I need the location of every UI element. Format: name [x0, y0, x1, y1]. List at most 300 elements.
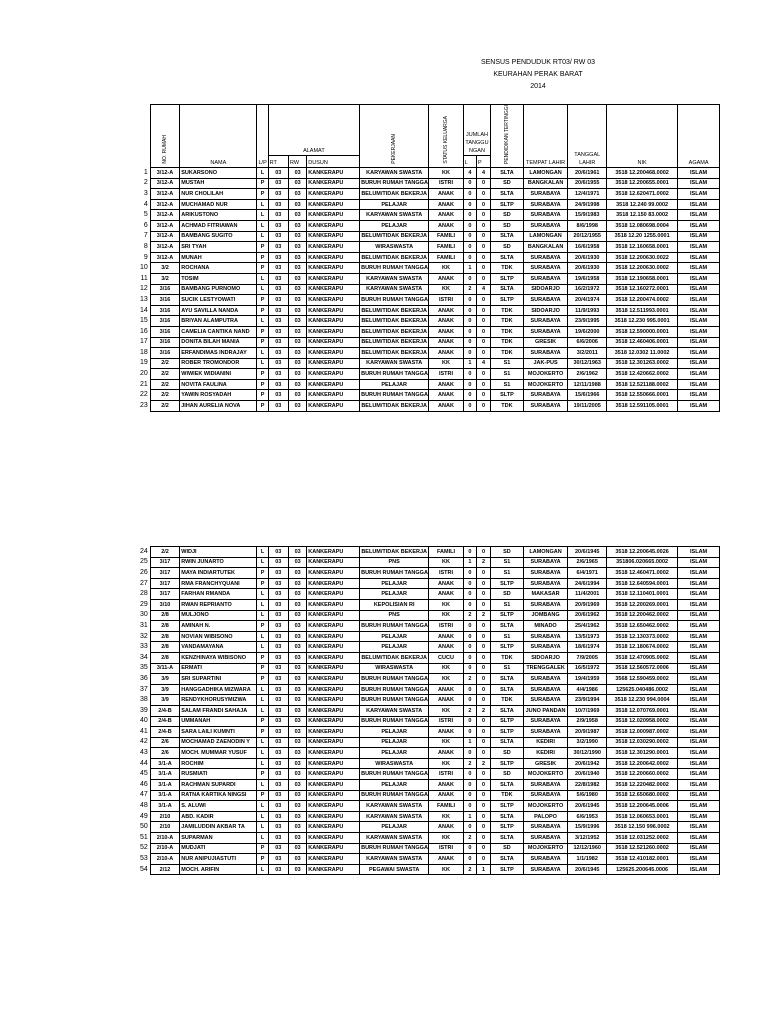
col-nik: NIK [607, 105, 678, 168]
table-cell: ANAK [429, 348, 464, 359]
table-cell: 03 [288, 780, 306, 791]
table-cell: 03 [288, 168, 306, 179]
table-cell: KK [429, 610, 464, 621]
table-cell: 03 [268, 822, 288, 833]
table-cell: 20/4/1974 [568, 295, 607, 306]
table-cell: BELUM/TIDAK BEKERJA [360, 337, 429, 348]
table-cell: 34 [139, 653, 148, 661]
table-cell: ISLAM [678, 316, 720, 327]
table-row [132, 737, 720, 748]
table-cell: BURUH RUMAH TANGGA [360, 684, 429, 695]
table-cell: KARYAWAN SWASTA [360, 705, 429, 716]
table-cell: MUNAH [180, 252, 257, 263]
table-cell: 03 [288, 854, 306, 865]
table-cell: BAMBANG SUGITO [180, 231, 257, 242]
table-cell: ANAK [429, 578, 464, 589]
table-cell: L [257, 273, 268, 284]
table-header [132, 105, 720, 168]
table-cell: SURABAYA [523, 790, 568, 801]
table-cell: 3518 12.460471.0002 [607, 568, 678, 579]
table-cell: 03 [288, 252, 306, 263]
table-cell: 0 [476, 305, 490, 316]
table-cell: 03 [288, 401, 306, 412]
table-row [132, 674, 720, 685]
table-row [132, 780, 720, 791]
table-cell: 3518 12.420662.0002 [607, 369, 678, 380]
table-cell: 15/6/1966 [568, 390, 607, 401]
table-cell: ANAK [429, 379, 464, 390]
table-cell: 0 [463, 769, 476, 780]
table-cell: KANKERAPU [307, 348, 360, 359]
table-cell: 20/6/1945 [568, 547, 607, 558]
table-cell: MUCHAMAD NUR [180, 199, 257, 210]
table-cell: 0 [476, 316, 490, 327]
table-cell: ISLAM [678, 358, 720, 369]
table-cell: 03 [268, 547, 288, 558]
table-cell: 20/6/1940 [568, 769, 607, 780]
table-cell: 2 [143, 179, 148, 187]
table-cell: 2/10-A [150, 833, 179, 844]
table-cell: 1 [463, 358, 476, 369]
table-cell: 3518 12.070769.0001 [607, 705, 678, 716]
table-cell: TDK [491, 316, 524, 327]
col-nama: NAMA [180, 105, 257, 168]
table-cell: 3518 12.200468.0002 [607, 168, 678, 179]
table-row [132, 610, 720, 621]
table-cell: ISLAM [678, 684, 720, 695]
table-cell: 0 [476, 189, 490, 200]
table-cell: KANKERAPU [307, 769, 360, 780]
table-cell: SD [491, 748, 524, 759]
table-cell: KANKERAPU [307, 568, 360, 579]
table-cell: 0 [463, 210, 476, 221]
table-row [132, 854, 720, 865]
table-cell: KK [429, 737, 464, 748]
table-cell: 0 [463, 695, 476, 706]
table-cell: 0 [463, 189, 476, 200]
table-cell: SLTP [491, 610, 524, 621]
table-cell: 0 [463, 252, 476, 263]
table-cell: 50 [139, 823, 148, 831]
table-cell: 03 [268, 305, 288, 316]
table-cell: 0 [463, 652, 476, 663]
table-cell: 0 [476, 599, 490, 610]
table-cell: BELUM/TIDAK BEKERJA [360, 189, 429, 200]
table-cell: ISLAM [678, 401, 720, 412]
table-cell: 03 [268, 273, 288, 284]
table-cell: SURABAYA [523, 252, 568, 263]
col-pendidikan: PENDIDIKAN TERTINGGI [491, 105, 524, 168]
table-cell: 23/9/1994 [568, 695, 607, 706]
table-cell: 22 [139, 391, 148, 399]
table-cell: NUR CHOLILAH [180, 189, 257, 200]
table-cell: BURUH RUMAH TANGGA [360, 369, 429, 380]
table-cell: 40 [139, 717, 148, 725]
table-cell: SLTP [491, 199, 524, 210]
table-cell: KARYAWAN SWASTA [360, 854, 429, 865]
table-cell: 52 [139, 844, 148, 852]
table-cell: PELAJAR [360, 199, 429, 210]
table-cell: 2/2 [150, 401, 179, 412]
table-cell: 0 [476, 379, 490, 390]
table-cell: SUPARMAN [180, 833, 257, 844]
table-cell: 0 [463, 684, 476, 695]
table-cell: 0 [463, 748, 476, 759]
table-cell: 2/4-B [150, 716, 179, 727]
table-row [132, 348, 720, 359]
table-cell: 03 [288, 568, 306, 579]
table-cell: 44 [139, 759, 148, 767]
table-cell: SURABAYA [523, 822, 568, 833]
table-cell: S1 [491, 379, 524, 390]
table-cell: SLTP [491, 801, 524, 812]
table-cell: 0 [476, 295, 490, 306]
table-cell: 3518 12.470905.0002 [607, 652, 678, 663]
table-cell: 03 [288, 716, 306, 727]
table-cell: KANKERAPU [307, 621, 360, 632]
table-cell: 7/9/2005 [568, 652, 607, 663]
table-cell: L [257, 684, 268, 695]
table-cell: 2/9/1958 [568, 716, 607, 727]
table-cell: 2 [476, 758, 490, 769]
table-cell: TDK [491, 652, 524, 663]
table-cell: MOJOKERTO [523, 379, 568, 390]
table-cell: L [257, 284, 268, 295]
col-tempat: TEMPAT LAHIR [523, 105, 568, 168]
table-cell: ISTRI [429, 843, 464, 854]
table-cell: 0 [476, 568, 490, 579]
table-cell: 0 [476, 390, 490, 401]
table-row [132, 401, 720, 412]
table-cell: 03 [268, 854, 288, 865]
table-cell: 0 [476, 178, 490, 189]
table-cell: 3/12-A [150, 220, 179, 231]
table-cell: PELAJAR [360, 748, 429, 759]
table-cell: 0 [463, 178, 476, 189]
table-cell: SRI SUPARTINI [180, 674, 257, 685]
table-cell: MUSTAH [180, 178, 257, 189]
table-cell: 03 [288, 621, 306, 632]
table-cell: SURABAYA [523, 833, 568, 844]
table-cell: SURABAYA [523, 864, 568, 875]
table-cell: 03 [268, 568, 288, 579]
table-cell: FAMILI [429, 231, 464, 242]
table-cell: 0 [476, 252, 490, 263]
table-cell: P [257, 390, 268, 401]
table-cell: TDK [491, 348, 524, 359]
table-cell: KARYAWAN SWASTA [360, 833, 429, 844]
table-cell: ISLAM [678, 833, 720, 844]
table-cell: 3/17 [150, 568, 179, 579]
table-cell: 5/6/1980 [568, 790, 607, 801]
table-cell: 24/6/1994 [568, 578, 607, 589]
table-cell: 30/12/1990 [568, 748, 607, 759]
table-cell: ANAK [429, 210, 464, 221]
table-cell: SLTA [491, 780, 524, 791]
table-cell: SURABAYA [523, 348, 568, 359]
table-cell: 2/8 [150, 610, 179, 621]
table-cell: 0 [463, 220, 476, 231]
table-cell: 0 [463, 547, 476, 558]
table-row [132, 716, 720, 727]
table-cell: GRESIK [523, 758, 568, 769]
table-cell: 03 [288, 843, 306, 854]
table-cell: BELUM/TIDAK BEKERJA [360, 231, 429, 242]
table-cell: SLTA [491, 168, 524, 179]
table-cell: 12 [139, 285, 148, 293]
table-cell: RWIN JUNARTO [180, 557, 257, 568]
table-cell: 0 [476, 242, 490, 253]
table-cell: YAWIN ROSYADAH [180, 390, 257, 401]
table-cell: L [257, 780, 268, 791]
table-cell: 0 [476, 790, 490, 801]
table-cell: 3/2/1990 [568, 737, 607, 748]
table-cell: BANGKALAN [523, 242, 568, 253]
table-cell: 0 [476, 737, 490, 748]
table-cell: KANKERAPU [307, 547, 360, 558]
table-cell: 2/2 [150, 358, 179, 369]
table-cell: 46 [139, 780, 148, 788]
table-cell: 3518 12.560572.0006 [607, 663, 678, 674]
table-cell: 03 [288, 769, 306, 780]
table-cell: 0 [463, 326, 476, 337]
table-cell: 54 [139, 865, 148, 873]
table-row [132, 695, 720, 706]
table-cell: SURABAYA [523, 189, 568, 200]
table-cell: 03 [288, 557, 306, 568]
table-cell: ISLAM [678, 337, 720, 348]
table-cell: P [257, 727, 268, 738]
table-cell: 03 [268, 369, 288, 380]
table-cell: 3 [143, 189, 148, 197]
table-cell: 03 [268, 589, 288, 600]
table-cell: 03 [288, 178, 306, 189]
table-body-part2 [132, 547, 720, 875]
table-cell: KANKERAPU [307, 189, 360, 200]
table-cell: 10/7/1969 [568, 705, 607, 716]
table-cell: 19 [139, 359, 148, 367]
table-cell: 2 [476, 705, 490, 716]
table-cell: 0 [476, 833, 490, 844]
table-cell: 3/1-A [150, 790, 179, 801]
table-cell: LAMONGAN [523, 547, 568, 558]
table-cell: 0 [476, 727, 490, 738]
table-cell: L [257, 547, 268, 558]
table-cell: MOCH. MUMMAR YUSUF [180, 748, 257, 759]
table-cell: 0 [476, 716, 490, 727]
table-cell: ISLAM [678, 284, 720, 295]
table-cell: KANKERAPU [307, 599, 360, 610]
col-pekerjaan: PEKERJAAN [360, 105, 429, 168]
table-cell: 2/4-B [150, 727, 179, 738]
table-cell: 03 [268, 801, 288, 812]
table-cell: ANAK [429, 390, 464, 401]
table-cell: MOCH. ARIFIN [180, 864, 257, 875]
table-cell: 3/1-A [150, 758, 179, 769]
table-cell: 03 [268, 652, 288, 663]
table-cell: 03 [268, 758, 288, 769]
table-cell: ISLAM [678, 674, 720, 685]
table-cell: SLTP [491, 716, 524, 727]
table-cell: 15 [139, 317, 148, 325]
table-cell: ANAK [429, 684, 464, 695]
table-cell: 0 [463, 273, 476, 284]
table-cell: 2 [463, 833, 476, 844]
table-cell: 3518 12.200660.0002 [607, 769, 678, 780]
table-cell: 03 [268, 748, 288, 759]
table-cell: ISLAM [678, 822, 720, 833]
table-cell: JAMILUDDIN AKBAR TA [180, 822, 257, 833]
table-row [132, 189, 720, 200]
table-cell: NOVITA FAULINA [180, 379, 257, 390]
table-cell: 0 [476, 369, 490, 380]
table-cell: 03 [268, 199, 288, 210]
table-cell: 17 [139, 338, 148, 346]
table-cell: KK [429, 168, 464, 179]
table-cell: 2/2 [150, 379, 179, 390]
table-cell: 3518 12.591105.0001 [607, 401, 678, 412]
table-cell: 12/12/1960 [568, 843, 607, 854]
table-cell: KANKERAPU [307, 758, 360, 769]
table-cell: PELAJAR [360, 379, 429, 390]
table-cell: ACHMAD FITRIAWAN [180, 220, 257, 231]
col-no-rumah: NO. RUMAH [150, 105, 179, 168]
table-cell: 2 [463, 610, 476, 621]
table-cell: PELAJAR [360, 737, 429, 748]
table-cell: PELAJAR [360, 220, 429, 231]
table-cell: 3568 12.590459.0002 [607, 674, 678, 685]
table-cell: 2/10 [150, 822, 179, 833]
table-cell: BELUM/TIDAK BEKERJA [360, 305, 429, 316]
table-cell: L [257, 737, 268, 748]
table-cell: S. ALUWI [180, 801, 257, 812]
table-cell: 3518 12.200655.0001 [607, 178, 678, 189]
table-cell: S1 [491, 369, 524, 380]
table-cell: 3/16 [150, 284, 179, 295]
table-cell: ISLAM [678, 748, 720, 759]
table-cell: 0 [476, 273, 490, 284]
table-cell: TDK [491, 401, 524, 412]
table-cell: 03 [288, 833, 306, 844]
table-cell: S1 [491, 358, 524, 369]
table-cell: ISLAM [678, 652, 720, 663]
table-cell: 38 [139, 696, 148, 704]
table-cell: 03 [268, 737, 288, 748]
table-cell: ISLAM [678, 769, 720, 780]
table-cell: 2/6 [150, 748, 179, 759]
table-cell: 2/8 [150, 621, 179, 632]
table-cell: 0 [463, 822, 476, 833]
table-cell: 13/5/1973 [568, 631, 607, 642]
table-cell: LAMONGAN [523, 168, 568, 179]
table-row [132, 379, 720, 390]
table-cell: 0 [463, 599, 476, 610]
table-cell: 45 [139, 770, 148, 778]
table-cell: KANKERAPU [307, 610, 360, 621]
table-cell: L [257, 168, 268, 179]
table-cell: 3/9 [150, 684, 179, 695]
table-cell: 2/10-A [150, 854, 179, 865]
table-cell: 3/12-A [150, 210, 179, 221]
table-cell: P [257, 769, 268, 780]
table-cell: KK [429, 758, 464, 769]
table-cell: 03 [288, 705, 306, 716]
table-row [132, 337, 720, 348]
table-cell: KANKERAPU [307, 737, 360, 748]
table-cell: KANKERAPU [307, 252, 360, 263]
table-cell: KANKERAPU [307, 578, 360, 589]
table-cell: SLTA [491, 231, 524, 242]
table-cell: 2/6/1965 [568, 557, 607, 568]
table-cell: KANKERAPU [307, 589, 360, 600]
table-cell: ANAK [429, 727, 464, 738]
table-cell: 0 [476, 199, 490, 210]
table-cell: 3518 12.550666.0001 [607, 390, 678, 401]
table-cell: 3518 12.150 996.0002 [607, 822, 678, 833]
table-cell: 0 [476, 801, 490, 812]
table-cell: 0 [476, 589, 490, 600]
table-cell: ISLAM [678, 599, 720, 610]
table-cell: BELUM/TIDAK BEKERJA [360, 316, 429, 327]
table-cell: SD [491, 769, 524, 780]
table-cell: SURABAYA [523, 316, 568, 327]
table-cell: 03 [288, 822, 306, 833]
table-cell: 0 [476, 663, 490, 674]
table-row [132, 220, 720, 231]
table-row [132, 684, 720, 695]
table-cell: ISLAM [678, 379, 720, 390]
table-cell: ANAK [429, 220, 464, 231]
table-cell: 9 [143, 253, 148, 261]
table-cell: 03 [288, 358, 306, 369]
table-cell: P [257, 652, 268, 663]
table-cell: P [257, 716, 268, 727]
table-row [132, 326, 720, 337]
table-cell: KANKERAPU [307, 369, 360, 380]
table-cell: PELAJAR [360, 631, 429, 642]
table-cell: KANKERAPU [307, 748, 360, 759]
table-cell: PALOPO [523, 811, 568, 822]
table-cell: 3/12-A [150, 199, 179, 210]
table-cell: BURUH RUMAH TANGGA [360, 790, 429, 801]
table-cell: L [257, 705, 268, 716]
table-cell: L [257, 748, 268, 759]
table-cell: BELUM/TIDAK BEKERJA [360, 401, 429, 412]
table-cell: 03 [268, 168, 288, 179]
table-cell: ISLAM [678, 790, 720, 801]
table-cell: 3518 12.031252.0002 [607, 833, 678, 844]
table-cell: 0 [463, 568, 476, 579]
table-cell: 49 [139, 812, 148, 820]
table-cell: RWAN REPRIANTO [180, 599, 257, 610]
table-cell: ANAK [429, 631, 464, 642]
table-cell: ISTRI [429, 716, 464, 727]
col-status: STATUS KELUARGA [429, 105, 464, 168]
table-row [132, 748, 720, 759]
table-cell: 3518 12.220482.0002 [607, 780, 678, 791]
table-cell: MULJONO [180, 610, 257, 621]
table-cell: 03 [268, 599, 288, 610]
table-cell: KK [429, 705, 464, 716]
table-cell: 25 [139, 558, 148, 566]
table-cell: SLTA [491, 252, 524, 263]
table-cell: 3518 12.240 99.0002 [607, 199, 678, 210]
table-cell: SALAM FRANDI SAHAJA [180, 705, 257, 716]
table-cell: 0 [463, 316, 476, 327]
table-cell: ISTRI [429, 369, 464, 380]
table-cell: SIDOARJO [523, 284, 568, 295]
table-row [132, 295, 720, 306]
